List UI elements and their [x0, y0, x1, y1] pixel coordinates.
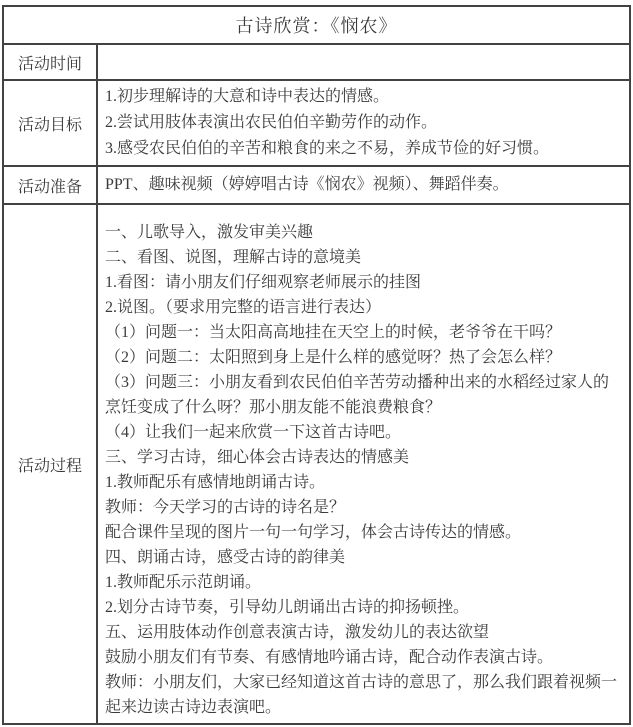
activity-time-label: 活动时间: [17, 55, 82, 73]
process-step: （1）问题一：当太阳高高地挂在天空上的时候，老爷爷在干吗？: [105, 324, 562, 341]
goal-item: 1.初步理解诗的大意和诗中表达的情感。: [105, 88, 390, 105]
process-step: （4）让我们一起来欣赏一下这首古诗吧。: [105, 424, 402, 441]
title-row: [3, 6, 630, 44]
process-step: 2.说图。（要求用完整的语言进行表达）: [105, 299, 382, 316]
activity-preparation-label-cell: [3, 166, 97, 204]
process-step: 一、儿歌导入，激发审美兴趣: [105, 224, 314, 241]
preparation-item: PPT、趣味视频（婷婷唱古诗《悯农》视频）、舞蹈伴奏。: [105, 176, 509, 193]
process-step: 四、朗诵古诗，感受古诗的韵律美: [105, 549, 346, 566]
activity-time-row: [3, 44, 630, 80]
process-step: 鼓励小朋友们有节奏、有感情地吟诵古诗，配合动作表演古诗。: [105, 649, 554, 666]
process-step: （3）问题三：小朋友看到农民伯伯辛苦劳动播种出来的水稻经过家人的烹饪变成了什么呀？那小朋友能不能浪费粮食？: [105, 374, 610, 416]
process-step: 2.划分古诗节奏，引导幼儿朗诵出古诗的抑扬顿挫。: [105, 599, 470, 616]
activity-goals-label: 活动目标: [17, 116, 82, 134]
activity-process-label-cell: [3, 204, 97, 724]
goal-item: 2.尝试用肢体表演出农民伯伯辛勤劳作的动作。: [105, 114, 438, 131]
process-step: 二、看图、说图，理解古诗的意境美: [105, 249, 362, 266]
lesson-plan-table: [2, 5, 631, 725]
process-step: （2）问题二：太阳照到身上是什么样的感觉呀？热了会怎么样？: [105, 349, 562, 366]
goal-item: 3.感受农民伯伯的辛苦和粮食的来之不易，养成节俭的好习惯。: [105, 140, 550, 157]
process-step: 1.看图：请小朋友们仔细观察老师展示的挂图: [105, 274, 422, 291]
activity-goals-content-cell: [97, 80, 630, 166]
activity-goals-row: [3, 80, 630, 166]
process-step: 教师：小朋友们，大家已经知道这首古诗的意思了，那么我们跟着视频一起来边读古诗边表演吧。: [105, 674, 618, 716]
activity-time-value-cell: [97, 44, 630, 80]
document-title-text: 古诗欣赏：《悯农》: [235, 16, 398, 36]
process-step: 教师：今天学习的古诗的诗名是？: [105, 499, 346, 516]
title-cell: [3, 6, 630, 44]
activity-preparation-content-cell: [97, 166, 630, 204]
activity-time-label-cell: [3, 44, 97, 80]
process-step: 五、运用肢体动作创意表演古诗，激发幼儿的表达欲望: [105, 624, 490, 641]
process-step: 三、学习古诗，细心体会古诗表达的情感美: [105, 449, 410, 466]
activity-process-label: 活动过程: [17, 457, 82, 475]
activity-goals-label-cell: [3, 80, 97, 166]
activity-process-content-cell: [97, 204, 630, 724]
activity-process-row: [3, 204, 630, 724]
activity-preparation-row: [3, 166, 630, 204]
activity-preparation-label: 活动准备: [17, 178, 82, 196]
process-step: 配合课件呈现的图片一句一句学习，体会古诗传达的情感。: [105, 524, 522, 541]
process-step: 1.教师配乐示范朗诵。: [105, 574, 262, 591]
process-step: 1.教师配乐有感情地朗诵古诗。: [105, 474, 326, 491]
